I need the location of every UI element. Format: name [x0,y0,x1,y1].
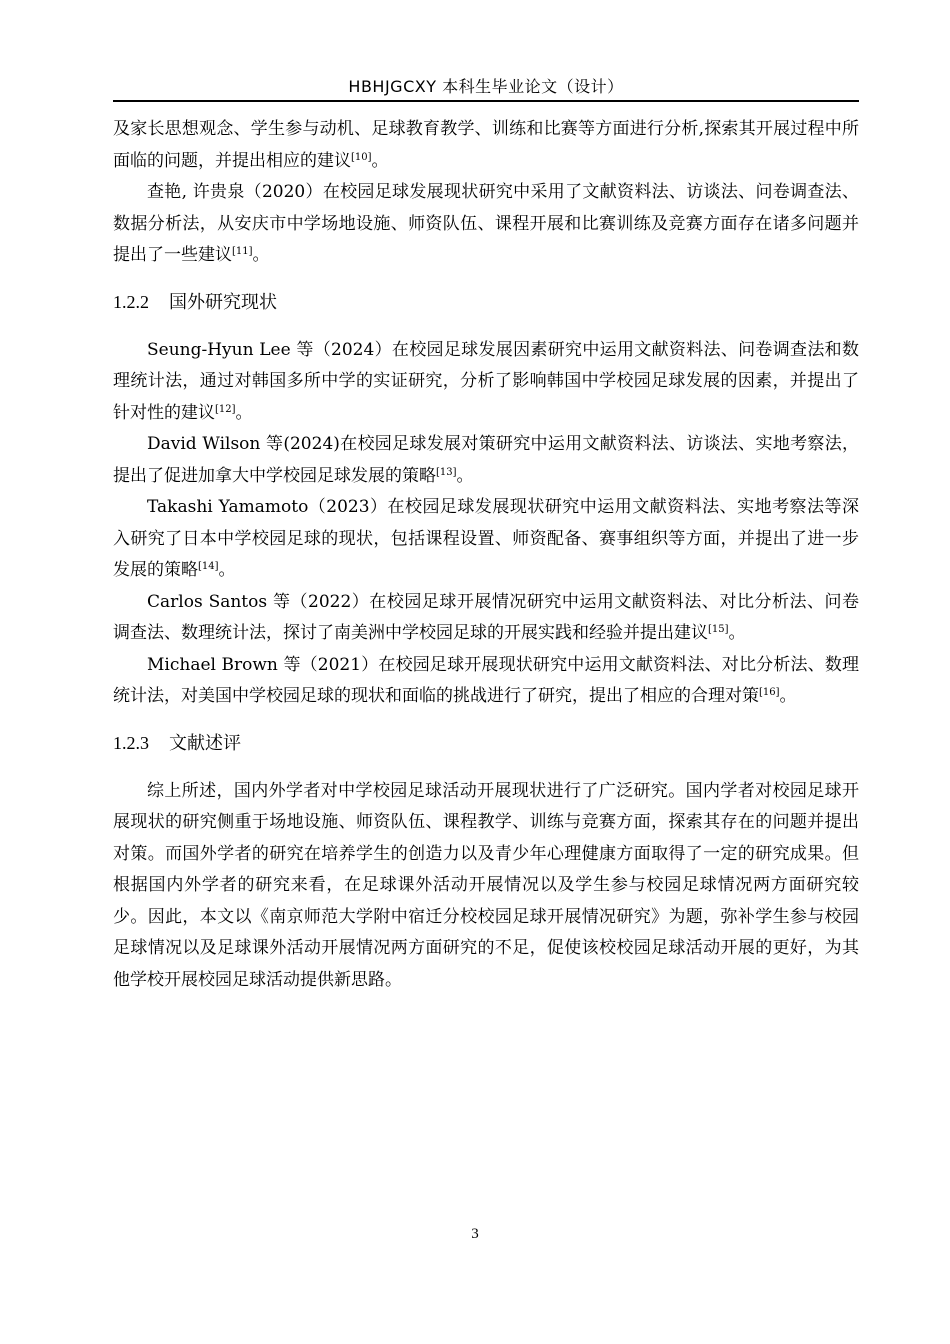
citation-ref: [16] [759,687,780,698]
paragraph [113,650,859,713]
page-body [113,114,859,996]
paragraph [113,492,859,587]
paragraph-text: Michael Brown 等（2021）在校园足球开展现状研究中运用文献资料法、对比分析法、数理统计法，对美国中学校园足球的现状和面临的挑战进行了研究，提出了相应的合理对策 [113,654,859,706]
citation-ref: [10] [351,151,372,163]
paragraph [113,587,859,650]
paragraph-end: 。 [456,465,474,486]
page-header: HBHJGCXY 本科生毕业论文（设计） [348,77,624,96]
section-title: 文献述评 [169,732,241,754]
paragraph-end: 。 [728,623,746,643]
paragraph: 综上所述，国内外学者对中学校园足球活动开展现状进行了广泛研究。国内学者对校园足球开展现状的研究侧重于场地设施、师资队伍、课程教学、训练与竞赛方面，探索其存在的问题并提出对策。而国外学者的研究在培养学生的创造力以及青少年心理健康方面取得了一定的研究成果。但根据国内外学者的研究来看，在足球课外活动开展情况以及学生参与校园足球情况两方面研究较少。因此，本文以《南京师范大学附中宿迁分校校园足球开展情况研究》为题，弥补学生参与校园足球情况以及足球课外活动开展情况两方面研究的不足，促使该校校园足球活动开展的更好，为其他学校开展校园足球活动提供新思路。 [113,780,859,990]
section-heading-1-2-3 [113,727,859,760]
paragraph-end: 。 [779,686,797,706]
section-number: 1.2.2 [113,291,149,312]
header-rule [113,100,859,102]
paragraph [113,177,859,272]
citation-ref: [15] [708,624,729,635]
paragraph-text: David Wilson 等(2024)在校园足球发展对策研究中运用文献资料法、访谈法、实地考察法，提出了促进加拿大中学校园足球发展的策略 [113,434,859,486]
paragraph-end: 。 [218,560,236,580]
paragraph-text: Takashi Yamamoto（2023）在校园足球发展现状研究中运用文献资料法、实地考察法等深入研究了日本中学校园足球的现状，包括课程设置、师资配备、赛事组织等方面，并提出了进一步发展的策略 [113,497,859,580]
page-number: 3 [471,1226,479,1242]
paragraph-continuation [113,114,859,177]
paragraph-end: 。 [252,245,270,265]
section-title: 国外研究现状 [169,291,277,313]
citation-ref: [14] [198,561,219,572]
paragraph-end: 。 [235,402,253,423]
paragraph-text: Carlos Santos 等（2022）在校园足球开展情况研究中运用文献资料法、对比分析法、问卷调查法、数理统计法，探讨了南美洲中学校园足球的开展实践和经验并提出建议 [113,591,859,643]
citation-ref: [11] [232,246,253,257]
citation-ref: [13] [436,466,457,478]
section-number: 1.2.3 [113,732,149,753]
paragraph-text: Seung-Hyun Lee 等（2024）在校园足球发展因素研究中运用文献资料法、问卷调查法和数理统计法，通过对韩国多所中学的实证研究，分析了影响韩国中学校园足球发展的因素，并提出了针对性的建议 [113,339,859,423]
citation-ref: [12] [215,403,236,415]
section-heading-1-2-2 [113,286,859,319]
paragraph-text: 查艳, 许贵泉（2020）在校园足球发展现状研究中采用了文献资料法、访谈法、问卷调查法、数据分析法，从安庆市中学场地设施、师资队伍、课程开展和比赛训练及竞赛方面存在诸多问题并提出了一些建议 [113,182,859,265]
paragraph-text: 及家长思想观念、学生参与动机、足球教育教学、训练和比赛等方面进行分析,探索其开展过程中所面临的问题，并提出相应的建议 [113,119,859,171]
paragraph-end: 。 [371,150,389,171]
paragraph [113,429,859,492]
paragraph [113,335,859,430]
